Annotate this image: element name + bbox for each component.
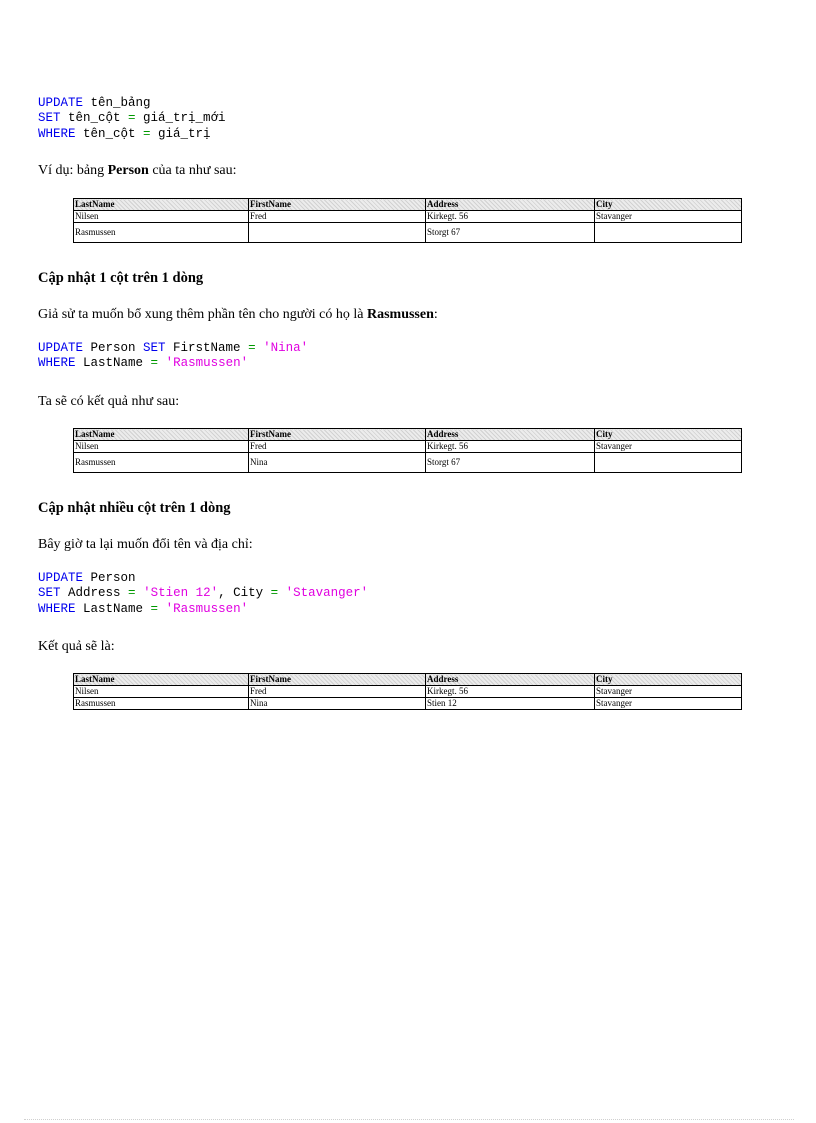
sql-text: giá_trị_mới <box>135 111 226 126</box>
table-cell: Fred <box>249 686 426 698</box>
sql-keyword: UPDATE <box>38 96 84 110</box>
person-table-original <box>73 198 742 243</box>
sql-text: tên_cột <box>60 111 129 126</box>
table-cell: Stavanger <box>595 686 742 698</box>
paragraph-text: : <box>433 307 438 322</box>
table-row <box>74 698 742 710</box>
table-cell <box>595 453 742 473</box>
sql-text <box>256 341 264 355</box>
sql-text <box>158 602 166 616</box>
paragraph-text: Ví dụ: bảng <box>38 163 108 178</box>
sql-text: LastName <box>75 356 151 371</box>
column-header-city: City <box>595 199 742 211</box>
sql-string: 'Stien 12' <box>143 586 219 601</box>
sql-operator: = <box>150 601 159 616</box>
table-cell: Rasmussen <box>74 223 249 243</box>
page-bottom-divider <box>24 1119 794 1120</box>
sql-text: , City <box>218 586 271 601</box>
table-header-row <box>74 199 742 211</box>
column-header-lastname: LastName <box>74 429 249 441</box>
sql-text: Person <box>83 341 144 355</box>
table-cell: Stien 12 <box>426 698 595 710</box>
sql-string: 'Stavanger' <box>285 586 369 601</box>
sql-text: LastName <box>75 601 151 616</box>
sql-operator: = <box>270 586 279 601</box>
column-header-city: City <box>595 674 742 686</box>
sql-keyword: SET <box>143 341 166 355</box>
table-cell: Storgt 67 <box>426 223 595 243</box>
table-cell: Kirkegt. 56 <box>426 441 595 453</box>
column-header-address: Address <box>426 199 595 211</box>
table-row <box>74 441 742 453</box>
paragraph-text: của ta như sau: <box>148 163 237 178</box>
sql-keyword: WHERE <box>38 126 76 141</box>
sql-keyword: WHERE <box>38 601 76 616</box>
table-cell: Kirkegt. 56 <box>426 211 595 223</box>
table-row <box>74 686 742 698</box>
sql-string: 'Nina' <box>263 341 309 355</box>
table-cell: Nilsen <box>74 686 249 698</box>
section-heading-multiple-columns: Cập nhật nhiều cột trên 1 dòng <box>38 500 231 516</box>
sql-text <box>158 356 166 370</box>
table-cell: Stavanger <box>595 211 742 223</box>
table-cell: Stavanger <box>595 698 742 710</box>
table-row <box>74 453 742 473</box>
table-cell: Nilsen <box>74 441 249 453</box>
single-column-paragraph <box>38 306 438 324</box>
table-cell: Rasmussen <box>74 453 249 473</box>
table-cell: Fred <box>249 441 426 453</box>
sql-operator: = <box>128 586 136 601</box>
column-header-firstname: FirstName <box>249 429 426 441</box>
table-cell: Stavanger <box>595 441 742 453</box>
paragraph-text: Giả sử ta muốn bổ xung thêm phần tên cho người có họ là <box>38 307 367 322</box>
sql-keyword: WHERE <box>38 356 76 371</box>
table-cell: Kirkegt. 56 <box>426 686 595 698</box>
table-cell: Nilsen <box>74 211 249 223</box>
sql-update-single-block <box>38 341 308 372</box>
final-result-paragraph: Kết quả sẽ là: <box>38 639 115 654</box>
table-cell: Storgt 67 <box>426 453 595 473</box>
table-header-row <box>74 674 742 686</box>
sql-operator: = <box>150 356 159 371</box>
sql-keyword: SET <box>38 111 61 126</box>
table-cell: Nina <box>249 698 426 710</box>
multiple-columns-paragraph: Bây giờ ta lại muốn đổi tên và địa chỉ: <box>38 537 253 552</box>
sql-operator: = <box>248 341 256 355</box>
person-table-after-multiple-update <box>73 673 742 710</box>
lastname-bold: Rasmussen <box>366 307 434 322</box>
table-cell: Rasmussen <box>74 698 249 710</box>
table-header-row <box>74 429 742 441</box>
column-header-firstname: FirstName <box>249 199 426 211</box>
table-row <box>74 223 742 243</box>
sql-text: tên_cột <box>75 126 144 141</box>
sql-syntax-block <box>38 96 226 142</box>
sql-text: giá_trị <box>150 126 211 141</box>
sql-text: Address <box>60 586 129 601</box>
sql-keyword: UPDATE <box>38 571 84 585</box>
column-header-city: City <box>595 429 742 441</box>
column-header-address: Address <box>426 429 595 441</box>
column-header-address: Address <box>426 674 595 686</box>
sql-text: tên_bảng <box>83 96 151 110</box>
sql-string: 'Rasmussen' <box>165 601 249 616</box>
result-intro-paragraph: Ta sẽ có kết quả như sau: <box>38 394 180 409</box>
sql-text: Person <box>83 571 136 585</box>
sql-operator: = <box>143 126 151 141</box>
sql-text <box>278 586 286 600</box>
example-intro-paragraph <box>38 162 237 180</box>
column-header-firstname: FirstName <box>249 674 426 686</box>
column-header-lastname: LastName <box>74 199 249 211</box>
sql-update-multiple-block <box>38 571 368 617</box>
sql-string: 'Rasmussen' <box>165 356 249 371</box>
table-cell: Nina <box>249 453 426 473</box>
table-cell <box>249 223 426 243</box>
sql-keyword: SET <box>38 586 61 601</box>
table-name-bold: Person <box>107 163 149 178</box>
sql-text: FirstName <box>165 341 249 355</box>
sql-text <box>136 586 144 600</box>
table-row <box>74 211 742 223</box>
sql-operator: = <box>128 111 136 126</box>
section-heading-single-column: Cập nhật 1 cột trên 1 dòng <box>38 270 204 286</box>
column-header-lastname: LastName <box>74 674 249 686</box>
sql-keyword: UPDATE <box>38 341 84 355</box>
person-table-after-single-update <box>73 428 742 473</box>
table-cell: Fred <box>249 211 426 223</box>
table-cell <box>595 223 742 243</box>
